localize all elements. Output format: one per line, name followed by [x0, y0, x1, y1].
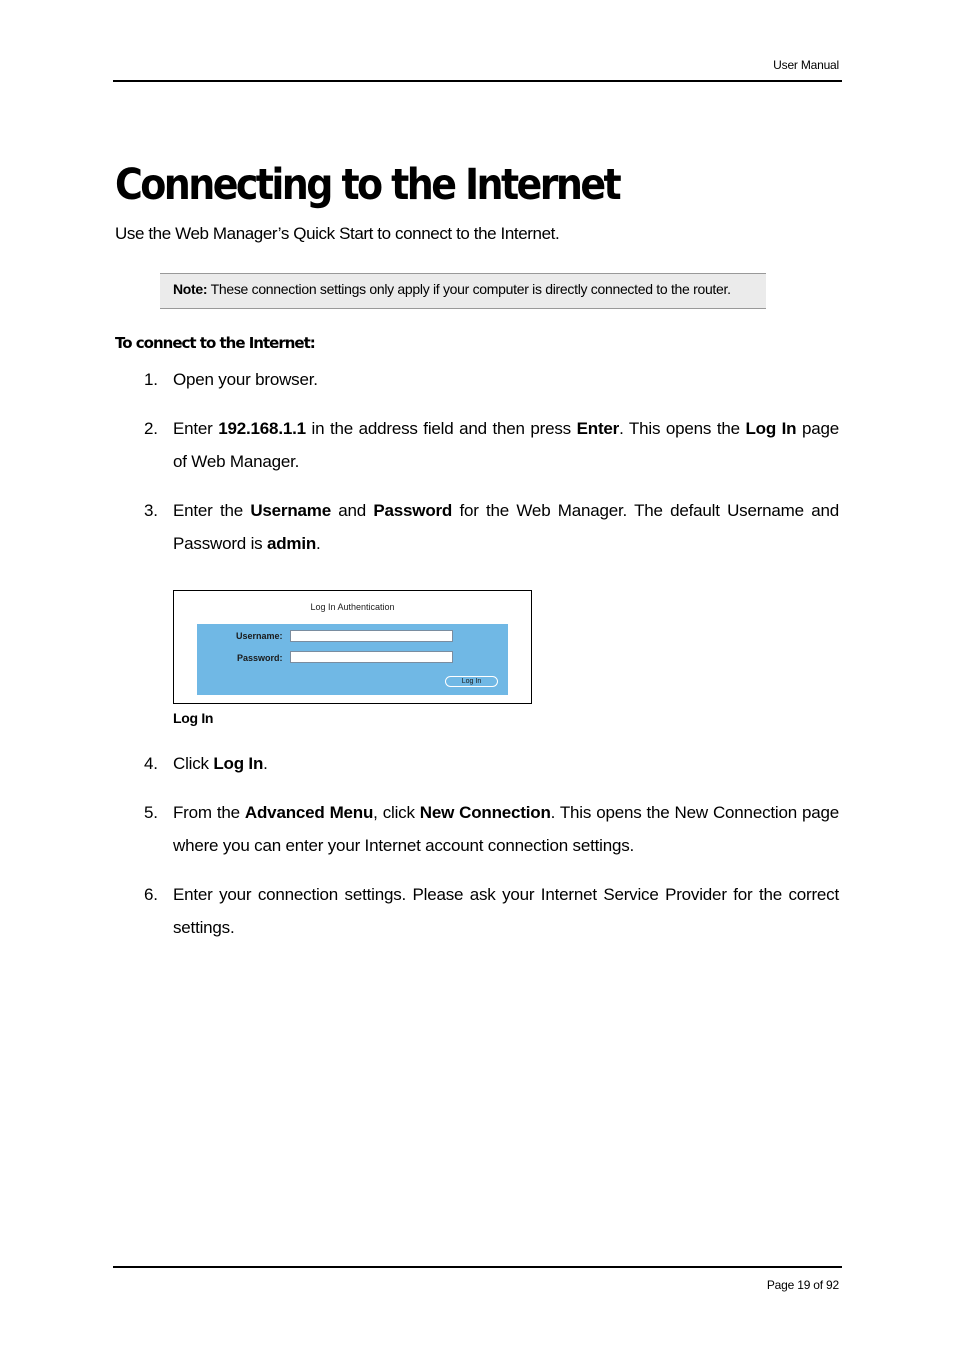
- step-number: 2.: [144, 419, 158, 438]
- figure-caption: Log In: [173, 710, 214, 726]
- page-number: Page 19 of 92: [766, 1278, 839, 1292]
- header-rule: [113, 80, 842, 82]
- step-text: From the Advanced Menu, click New Connection. This opens the New Connection page where you can enter your Internet account connection settings.: [173, 803, 840, 855]
- step-number: 6.: [144, 885, 158, 904]
- login-screenshot: [173, 590, 532, 704]
- step-number: 4.: [144, 754, 158, 773]
- step-number: 5.: [144, 803, 158, 822]
- step-text: Enter your connection settings. Please ask your Internet Service Provider for the correct settings.: [173, 885, 839, 937]
- step-text: Click Log In.: [173, 754, 268, 773]
- step-text: Enter the Username and Password for the Web Manager. The default Username and Password is admin.: [173, 501, 839, 553]
- step-number: 1.: [144, 370, 158, 389]
- step-number: 3.: [144, 501, 158, 520]
- footer-rule: [113, 1266, 842, 1268]
- login-title: Log In Authentication: [310, 602, 395, 612]
- step-text: Enter 192.168.1.1 in the address field and then press Enter. This opens the Log In page of Web Manager.: [173, 419, 840, 471]
- step-text: Open your browser.: [173, 370, 318, 389]
- login-button[interactable]: Log In: [445, 676, 498, 687]
- username-label: Username:: [236, 631, 283, 641]
- login-panel: [197, 624, 508, 695]
- page-title: Connecting to the Internet: [115, 160, 620, 210]
- section-heading: To connect to the Internet:: [115, 334, 315, 352]
- password-input[interactable]: [290, 651, 453, 663]
- note-label: Note:: [173, 281, 208, 297]
- note-text: These connection settings only apply if your computer is directly connected to the router.: [207, 281, 731, 297]
- password-label: Password:: [237, 653, 283, 663]
- intro-text: Use the Web Manager’s Quick Start to connect to the Internet.: [115, 224, 560, 243]
- username-input[interactable]: [290, 630, 453, 642]
- note-box: [160, 273, 766, 309]
- header-text: User Manual: [773, 58, 839, 72]
